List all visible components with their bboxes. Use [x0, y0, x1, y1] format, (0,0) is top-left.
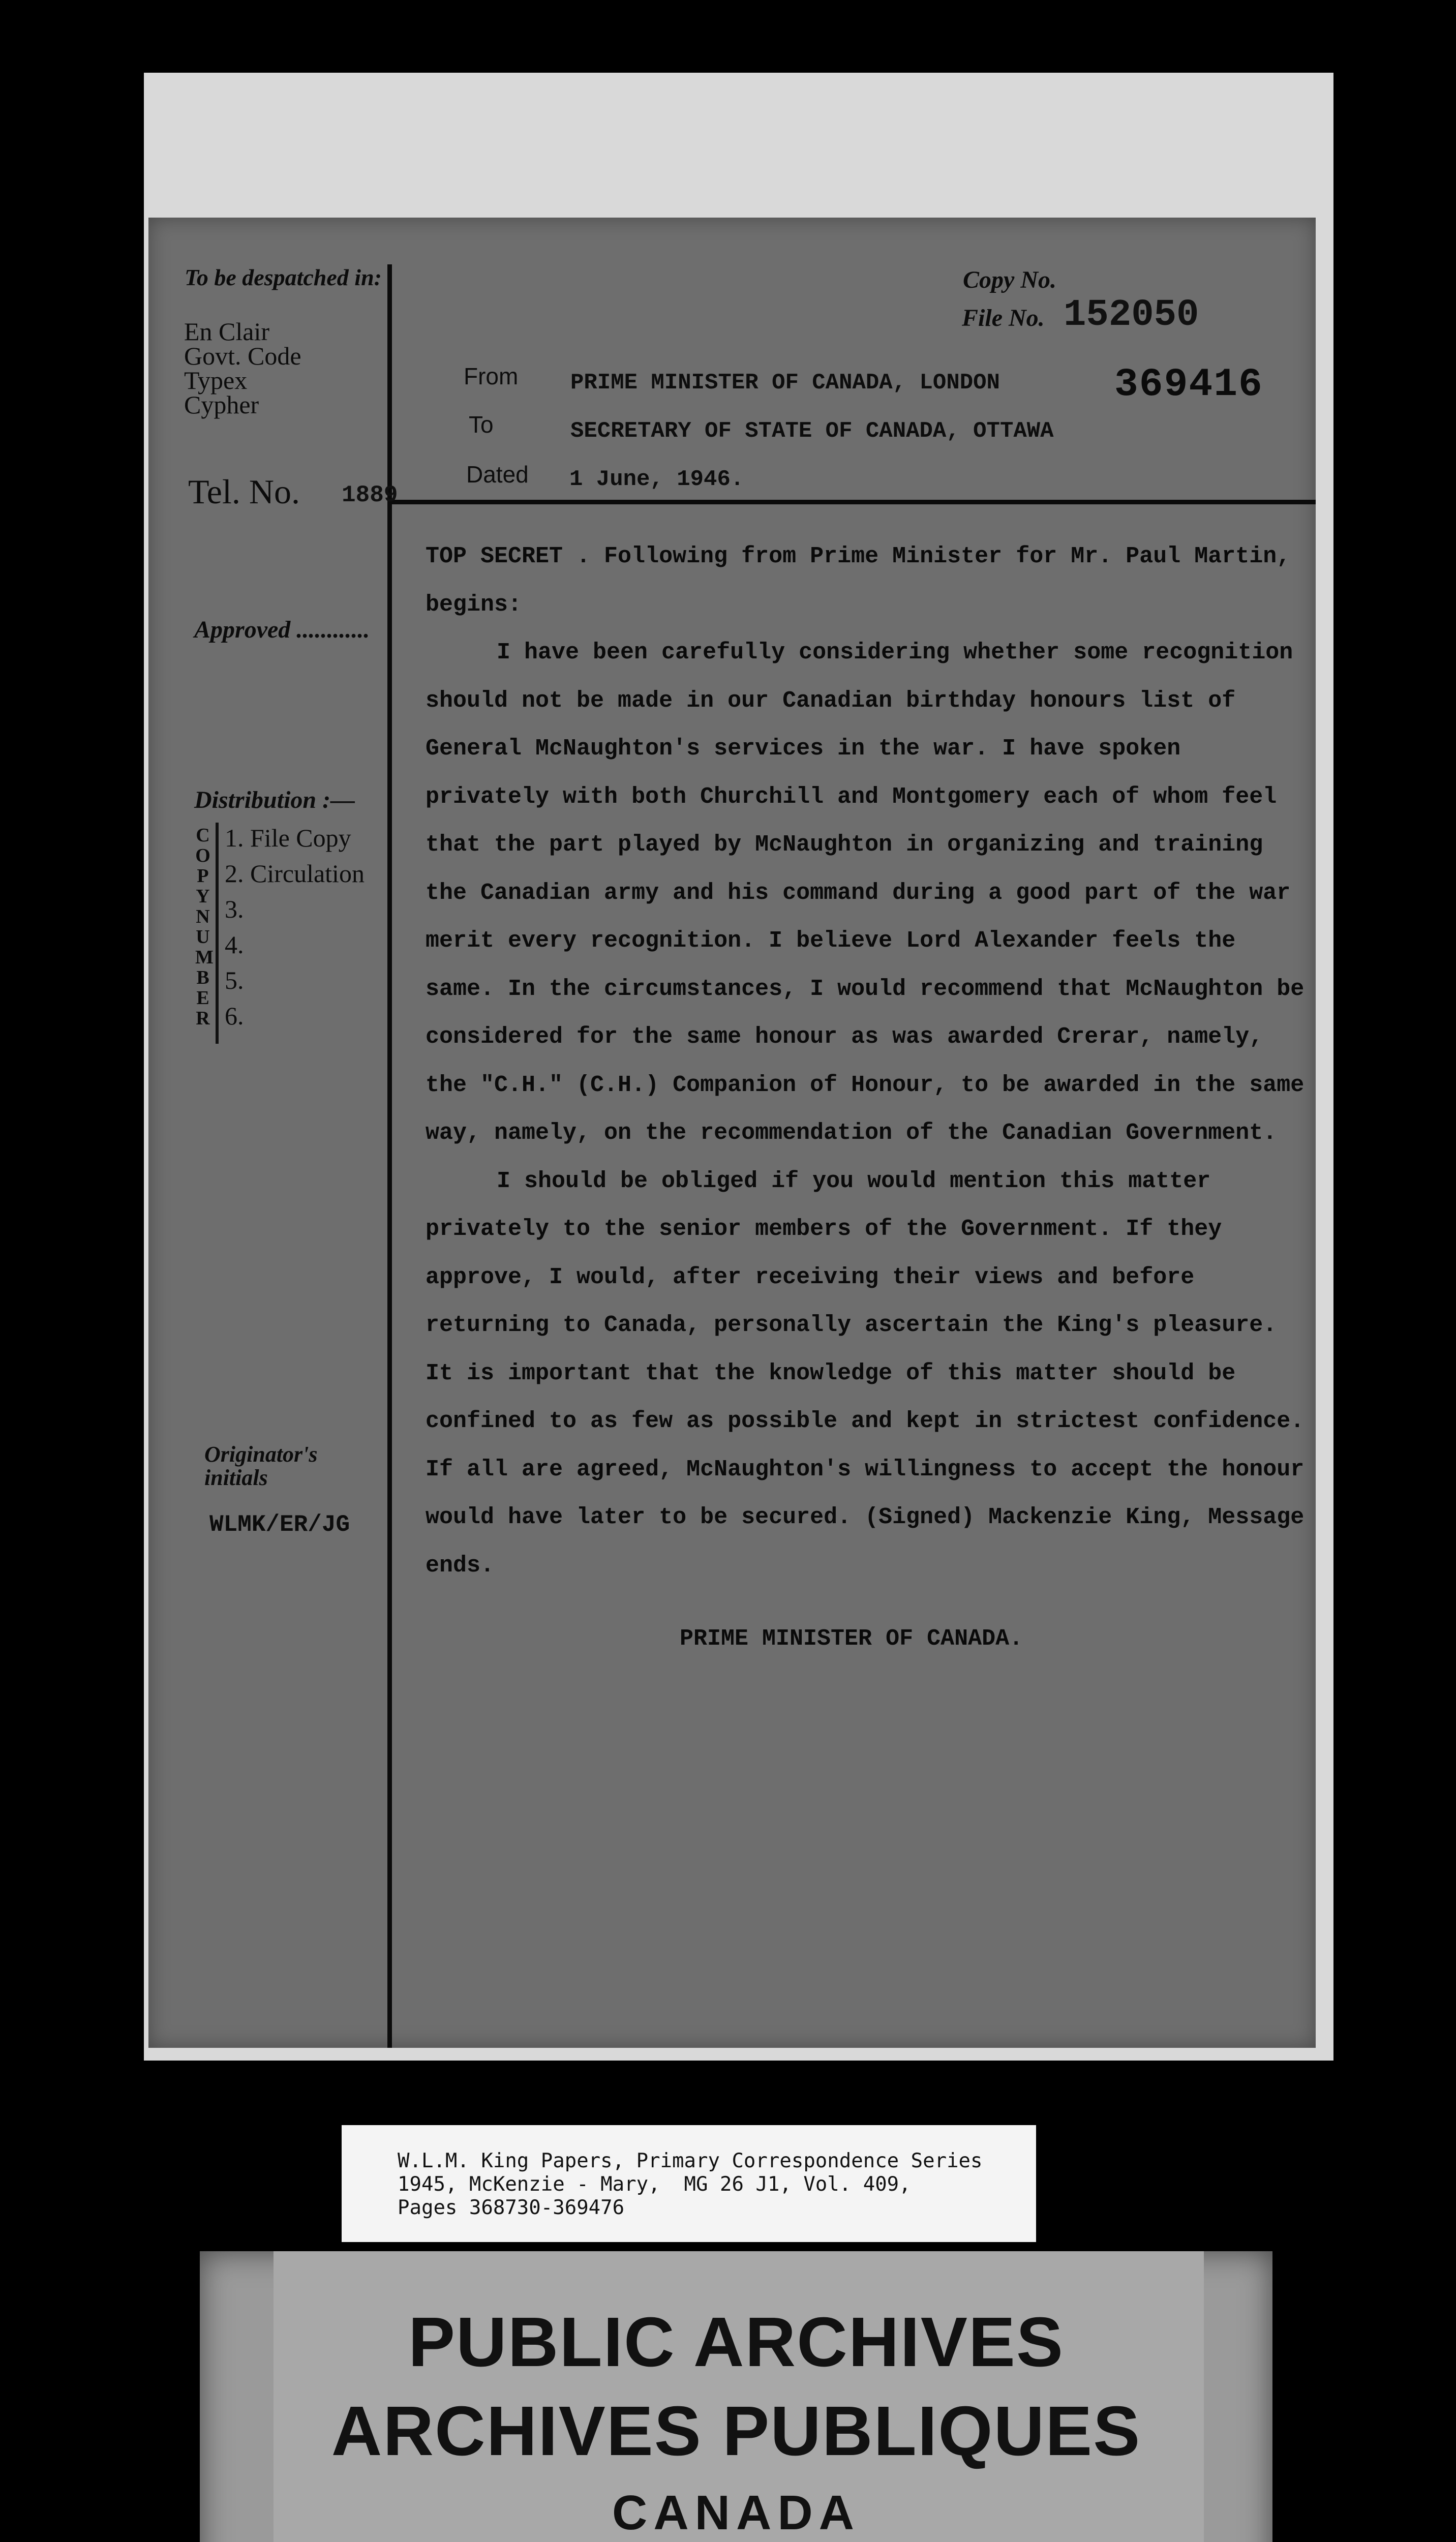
- copy-number-letter: N: [196, 906, 210, 927]
- archival-citation-label: [342, 2125, 1036, 2242]
- distribution-item: 3.: [225, 895, 244, 923]
- copy-number-letter: Y: [196, 886, 210, 907]
- signature-line: PRIME MINISTER OF CANADA.: [680, 1626, 1023, 1652]
- distribution-bracket: [216, 823, 219, 1044]
- from-value: PRIME MINISTER OF CANADA, LONDON: [570, 370, 1000, 396]
- distribution-item: 5.: [225, 966, 244, 994]
- file-no-label: File No.: [962, 305, 1045, 331]
- distribution-list: [225, 820, 365, 1034]
- copy-number-letter: R: [196, 1008, 210, 1029]
- copy-number-letter: E: [196, 987, 209, 1009]
- distribution-item: 4.: [225, 930, 244, 959]
- stamp-line-canada: CANADA: [612, 2486, 860, 2540]
- dated-value: 1 June, 1946.: [569, 467, 744, 492]
- copy-number-letter: B: [196, 967, 209, 988]
- public-archives-stamp: [200, 2251, 1272, 2542]
- copy-number-letter: O: [195, 845, 210, 866]
- document-number-stamp: 369416: [1114, 362, 1263, 407]
- to-label: To: [469, 411, 494, 438]
- telegram-form: [148, 218, 1316, 2048]
- copy-number-letter: C: [196, 825, 210, 846]
- stamp-line-archives-publiques: ARCHIVES PUBLIQUES: [331, 2392, 1141, 2470]
- tel-no-value: 1889: [342, 482, 398, 508]
- despatch-option-en-clair: En Clair: [184, 317, 270, 346]
- header-rule: [387, 500, 1316, 504]
- despatch-options: [184, 319, 398, 417]
- originator-initials: WLMK/ER/JG: [209, 1511, 350, 1538]
- message-paragraph: I have been carefully considering whether some recognition should not be made in our Canadian birthday honours list of General McNaughton's services in the war. I have spoken privately with both Churchill and Montgomery each of whom feel that the part played by McNaughton in organizing and training the Canadian army and his command during a good part of the war merit every recognition. I believe Lord Alexander feels the same. In the circumstances, I would recommend that McNaughton be considered for the same honour as was awarded Crerar, namely, the "C.H." (C.H.) Companion of Honour, to be awarded in the same way, namely, on the recommendation of the Canadian Government.: [426, 640, 1305, 1146]
- originator-label: Originator's initials: [204, 1442, 318, 1490]
- to-value: SECRETARY OF STATE OF CANADA, OTTAWA: [570, 418, 1054, 444]
- tel-no-label: Tel. No.: [188, 472, 300, 511]
- citation-line: Pages 368730-369476: [398, 2196, 625, 2219]
- copy-number-letter: P: [197, 865, 209, 887]
- citation-line: W.L.M. King Papers, Primary Correspondence Series: [398, 2150, 983, 2172]
- copy-no-label: Copy No.: [963, 266, 1056, 293]
- copy-number-vertical-label: [195, 825, 214, 1029]
- despatch-option-cypher: Cypher: [184, 390, 259, 419]
- message-paragraph-opening: TOP SECRET . Following from Prime Minister for Mr. Paul Martin, begins:: [426, 543, 1291, 618]
- despatch-option-typex: Typex: [184, 366, 248, 395]
- despatch-heading: To be despatched in:: [185, 264, 382, 290]
- stamp-line-public-archives: PUBLIC ARCHIVES: [408, 2303, 1064, 2381]
- message-body: [426, 533, 1310, 1590]
- dated-label: Dated: [466, 461, 529, 488]
- copy-number-letter: U: [196, 926, 210, 948]
- distribution-item: 1. File Copy: [225, 824, 351, 852]
- despatch-option-govt-code: Govt. Code: [184, 342, 301, 370]
- copy-number-letter: M: [195, 947, 214, 968]
- citation-text: [398, 2150, 1023, 2220]
- left-column-divider: [387, 264, 392, 2048]
- distribution-item: 2. Circulation: [225, 859, 365, 888]
- message-paragraph: I should be obliged if you would mention this matter privately to the senior members of the Government. If they approve, I would, after receiving their views and before returning to Canada, personally ascertain the King's pleasure. It is important that the knowledge of this matter should be confined to as few as possible and kept in strictest confidence. If all are agreed, McNaughton's willingness to accept the honour would have later to be secured. (Signed) Mackenzie King, Message ends.: [426, 1168, 1305, 1579]
- from-label: From: [464, 363, 519, 389]
- distribution-label: Distribution :—: [194, 786, 355, 813]
- file-no-value: 152050: [1064, 294, 1199, 337]
- distribution-item: 6.: [225, 1002, 244, 1030]
- citation-line: 1945, McKenzie - Mary, MG 26 J1, Vol. 409,: [398, 2173, 911, 2196]
- approved-label: Approved ............: [194, 616, 370, 643]
